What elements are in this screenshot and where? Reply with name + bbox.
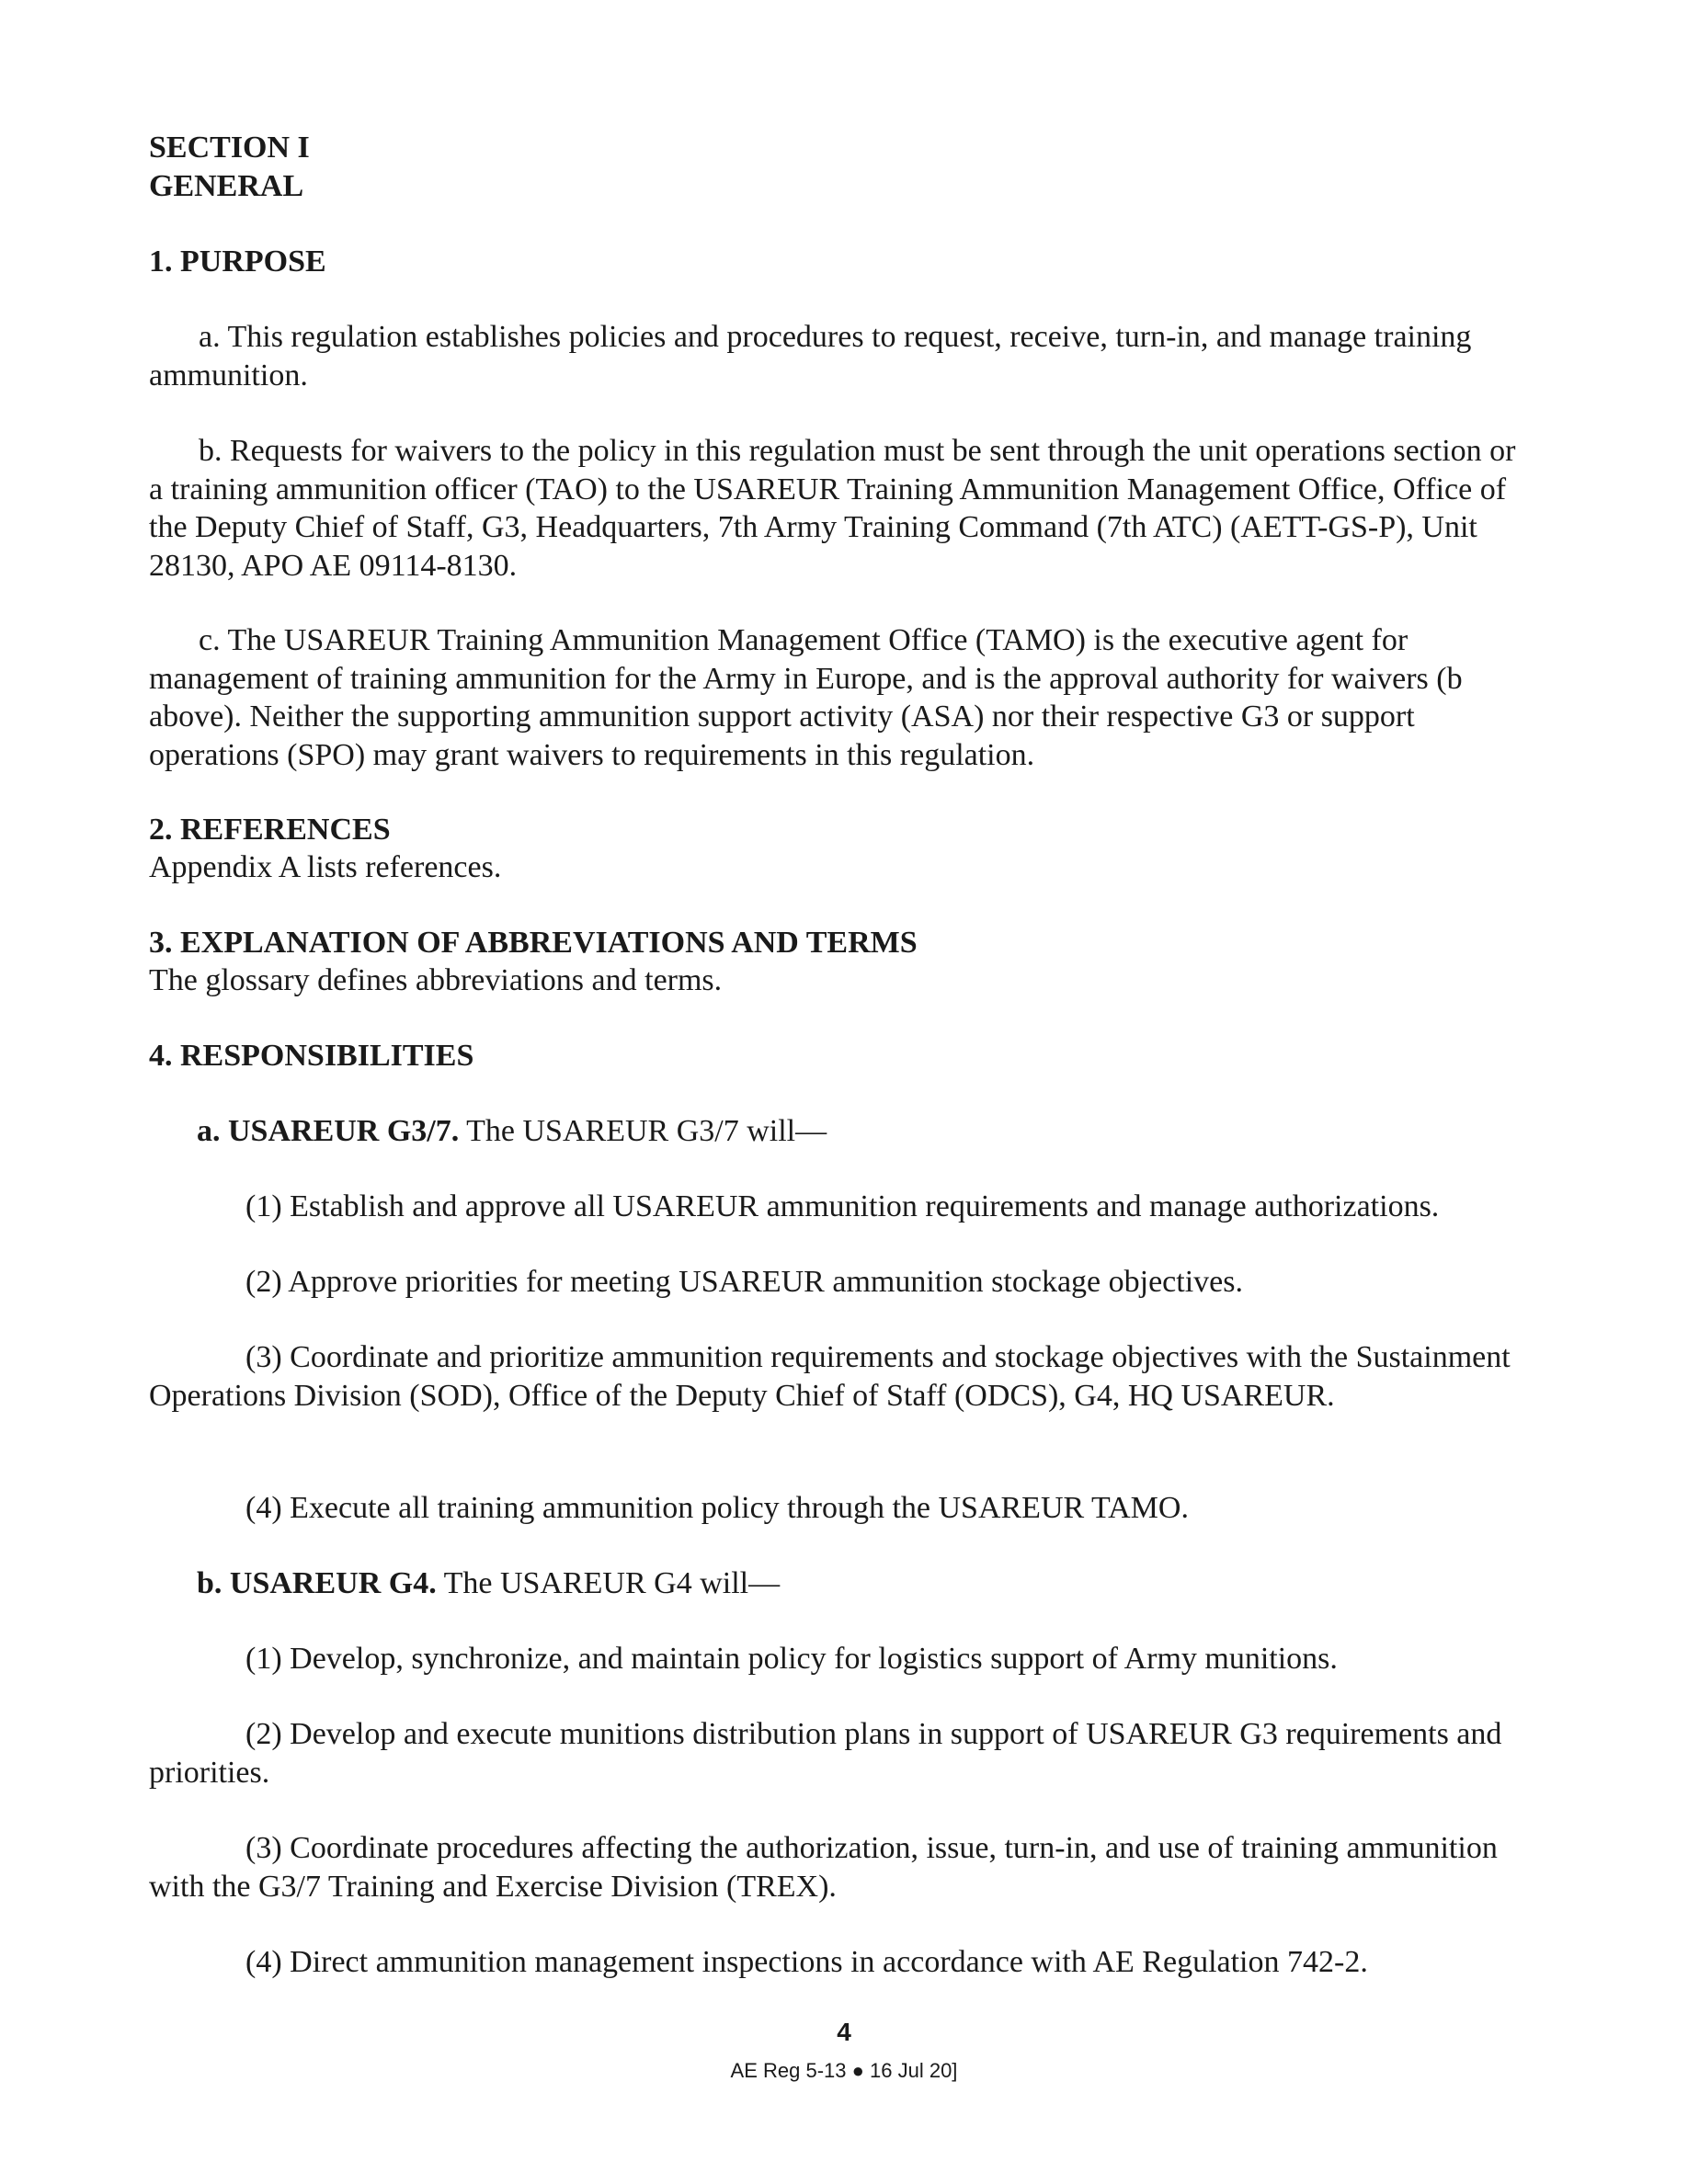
section-number: SECTION I xyxy=(149,131,310,165)
purpose-paragraph-c: c. The USAREUR Training Ammunition Management Office (TAMO) is the executive agent for management of training ammunition for the Army in Europe, and is the approval authority for waivers (b above). Neither the supporting ammunition support activity (ASA) nor their respective G3 or support operations (SPO) may grant waivers to requirements in this regulation. xyxy=(149,623,1463,772)
responsibility-b-heading xyxy=(197,1564,1530,1603)
responsibility-a-item-2: (2) Approve priorities for meeting USAREUR ammunition stockage objectives. xyxy=(245,1265,1243,1299)
explanation-heading: 3. EXPLANATION OF ABBREVIATIONS AND TERMS xyxy=(149,926,918,960)
responsibility-a-item-3: (3) Coordinate and prioritize ammunition requirements and stockage objectives with the Sustainment Operations Division (SOD), Office of the Deputy Chief of Staff (ODCS), G4, HQ USAREUR. xyxy=(149,1340,1511,1413)
section-title xyxy=(149,129,1528,205)
responsibility-b-item-3: (3) Coordinate procedures affecting the authorization, issue, turn-in, and use of training ammunition with the G3/7 Training and Exercise Division (TREX). xyxy=(149,1831,1498,1904)
section-name: GENERAL xyxy=(149,168,304,203)
responsibility-a-text: The USAREUR G3/7 will— xyxy=(459,1114,827,1148)
purpose-paragraph-b: b. Requests for waivers to the policy in this regulation must be sent through the unit operations section or a training ammunition officer (TAO) to the USAREUR Training Ammunition Management Office, Office of the Deputy Chief of Staff, G3, Headquarters, 7th Army Training Command (7th ATC) (AETT-GS-P), Unit 28130, APO AE 09114-8130. xyxy=(149,434,1516,583)
responsibility-b-text: The USAREUR G4 will— xyxy=(436,1566,781,1600)
references-heading: 2. REFERENCES xyxy=(149,813,391,847)
responsibility-b-item-4: (4) Direct ammunition management inspections in accordance with AE Regulation 742-2. xyxy=(245,1945,1368,1979)
responsibilities-heading: 4. RESPONSIBILITIES xyxy=(149,1039,474,1073)
page-number: 4 xyxy=(837,2018,851,2046)
responsibility-b-item-1: (1) Develop, synchronize, and maintain policy for logistics support of Army munitions. xyxy=(245,1642,1338,1676)
purpose-heading: 1. PURPOSE xyxy=(149,245,326,279)
responsibility-a-item-1: (1) Establish and approve all USAREUR ammunition requirements and manage authorizations. xyxy=(245,1189,1440,1223)
purpose-paragraph-a: a. This regulation establishes policies and procedures to request, receive, turn-in, and manage training ammunition. xyxy=(149,320,1472,392)
footer-reference: AE Reg 5-13 ● 16 Jul 20] xyxy=(730,2059,958,2082)
responsibility-a-item-4: (4) Execute all training ammunition policy through the USAREUR TAMO. xyxy=(245,1491,1189,1525)
responsibility-b-label: b. USAREUR G4. xyxy=(197,1566,437,1600)
responsibility-a-label: a. USAREUR G3/7. xyxy=(197,1114,460,1148)
references-text: Appendix A lists references. xyxy=(149,850,502,884)
responsibility-a-heading xyxy=(197,1112,1530,1151)
responsibility-b-item-2: (2) Develop and execute munitions distribution plans in support of USAREUR G3 requirements and priorities. xyxy=(149,1717,1502,1790)
explanation-text: The glossary defines abbreviations and terms. xyxy=(149,963,723,997)
